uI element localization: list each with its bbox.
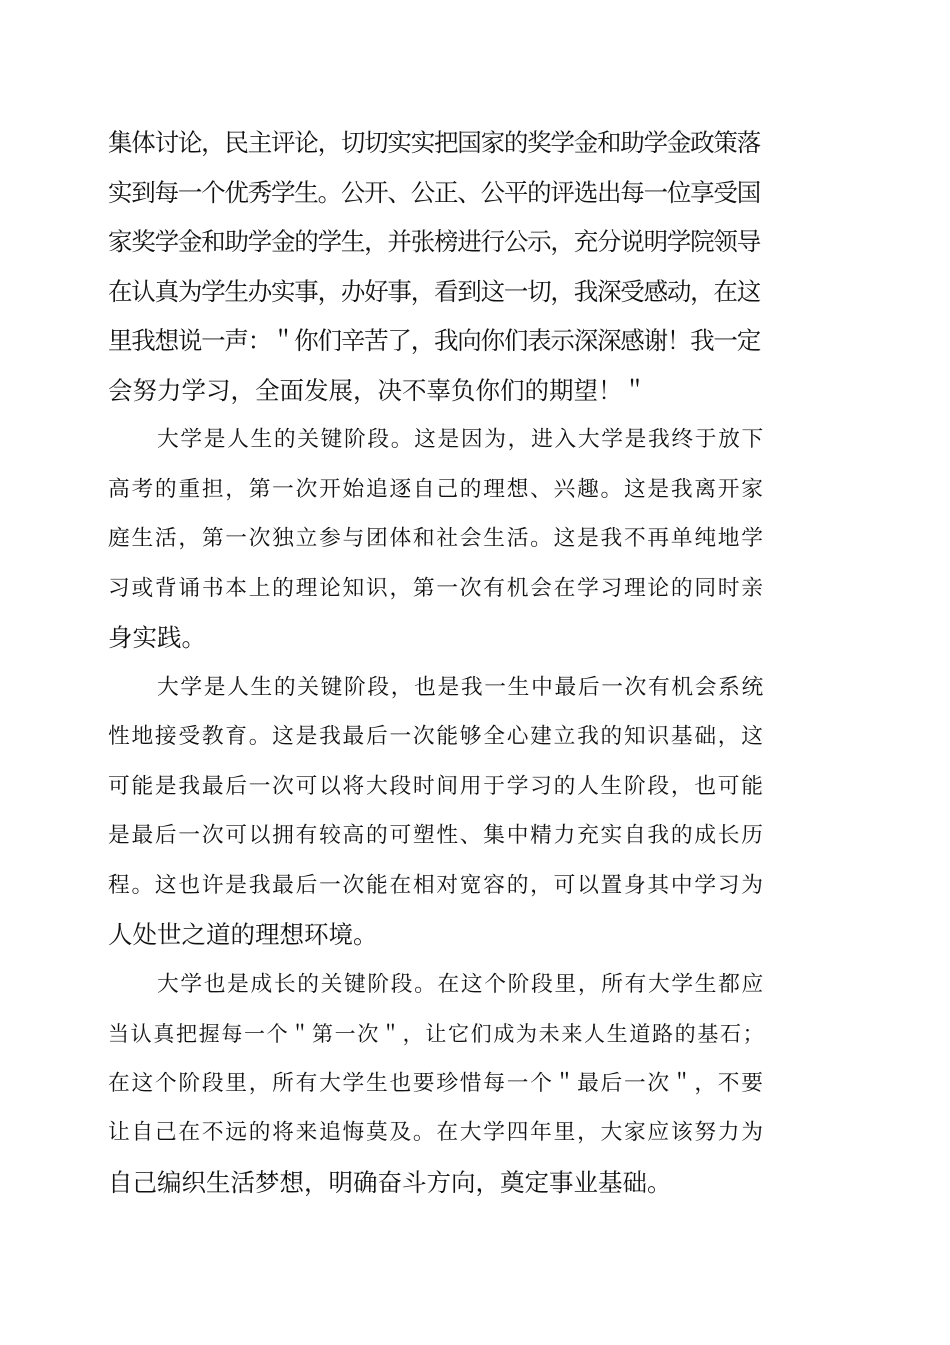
paragraph-2 [108,415,760,663]
text-line: 庭生活，第一次独立参与团体和社会生活。这是我不再单纯地学 [108,526,760,551]
paragraph-1 [108,118,760,415]
text-line: 程。这也许是我最后一次能在相对宽容的，可以置身其中学习为 [108,872,760,898]
text-line: 集体讨论，民主评论，切切实实把国家的奖学金和助学金政策落 [108,128,760,157]
text-line: 高考的重担，第一次开始追逐自己的理想、兴趣。这是我离开家 [108,476,760,502]
text-line: 习或背诵书本上的理论知识，第一次有机会在学习理论的同时亲 [108,575,760,601]
text-line: 大学是人生的关键阶段。这是因为，进入大学是我终于放下 [157,427,760,452]
text-line: 会努力学习，全面发展，决不辜负你们的期望！＂ [108,375,647,405]
text-line: 当认真把握每一个＂第一次＂，让它们成为未来人生道路的基石； [108,1021,760,1046]
text-line: 里我想说一声：＂你们辛苦了，我向你们表示深深感谢！我一定 [108,326,760,355]
text-line: 大学也是成长的关键阶段。在这个阶段里，所有大学生都应 [157,971,760,997]
text-line: 实到每一个优秀学生。公开、公正、公平的评选出每一位享受国 [108,177,760,207]
paragraph-3 [108,663,760,960]
document-body [108,118,760,1207]
paragraph-4 [108,960,760,1208]
text-line: 人处世之道的理想环境。 [108,920,378,949]
text-line: 可能是我最后一次可以将大段时间用于学习的人生阶段，也可能 [108,773,760,799]
text-line: 自己编织生活梦想，明确奋斗方向，奠定事业基础。 [108,1167,672,1197]
text-line: 身实践。 [108,623,206,652]
text-line: 性地接受教育。这是我最后一次能够全心建立我的知识基础，这 [108,724,760,749]
text-line: 在这个阶段里，所有大学生也要珍惜每一个＂最后一次＂，不要 [108,1070,760,1096]
text-line: 家奖学金和助学金的学生，并张榜进行公示，充分说明学院领导 [108,227,760,256]
text-line: 是最后一次可以拥有较高的可塑性、集中精力充实自我的成长历 [108,823,760,848]
text-line: 大学是人生的关键阶段，也是我一生中最后一次有机会系统 [157,674,760,700]
text-line: 在认真为学生办实事，办好事，看到这一切，我深受感动，在这 [108,276,760,306]
text-line: 让自己在不远的将来追悔莫及。在大学四年里，大家应该努力为 [108,1120,760,1145]
